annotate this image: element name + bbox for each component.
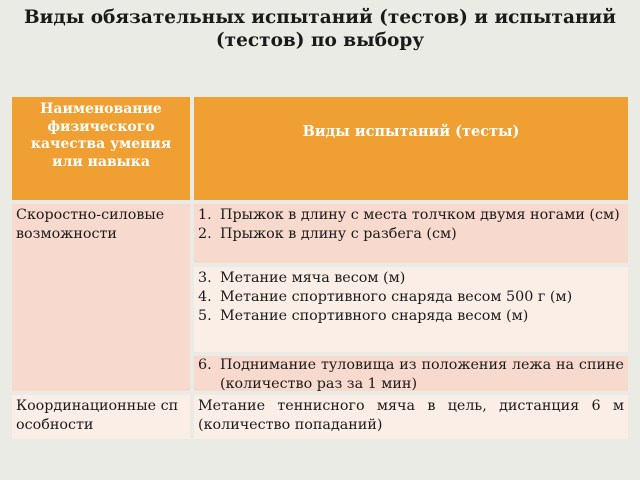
list-item: 3. Метание мяча весом (м) — [198, 270, 406, 286]
tests-group-situps — [194, 356, 628, 391]
header-tests: Виды испытаний (тесты) — [194, 97, 628, 200]
list-item: 4. Метание спортивного снаряда весом 500 г (м) — [198, 289, 573, 305]
quality-coordination: Координационные способности — [12, 395, 190, 439]
page-title: Виды обязательных испытаний (тестов) и испытаний (тестов) по выбору — [24, 7, 616, 51]
list-item: 6. Поднимание туловища из положения лежа на спине (количество раз за 1 мин) — [198, 357, 624, 392]
quality-speed-strength: Скоростно-силовые возможности — [12, 204, 190, 391]
tests-group-throws — [194, 267, 628, 352]
tests-table — [10, 95, 630, 439]
list-item: 1. Прыжок в длину с места толчком двумя ногами (см) — [198, 207, 620, 223]
list-item: 5. Метание спортивного снаряда весом (м) — [198, 308, 529, 324]
header-quality: Наименование физического качества умения или навыка — [12, 97, 190, 200]
test-coordination: Метание теннисного мяча в цель, дистанция 6 м (количество попаданий) — [194, 395, 628, 439]
list-item: 2. Прыжок в длину с разбега (см) — [198, 226, 457, 242]
tests-group-jumps — [194, 204, 628, 263]
